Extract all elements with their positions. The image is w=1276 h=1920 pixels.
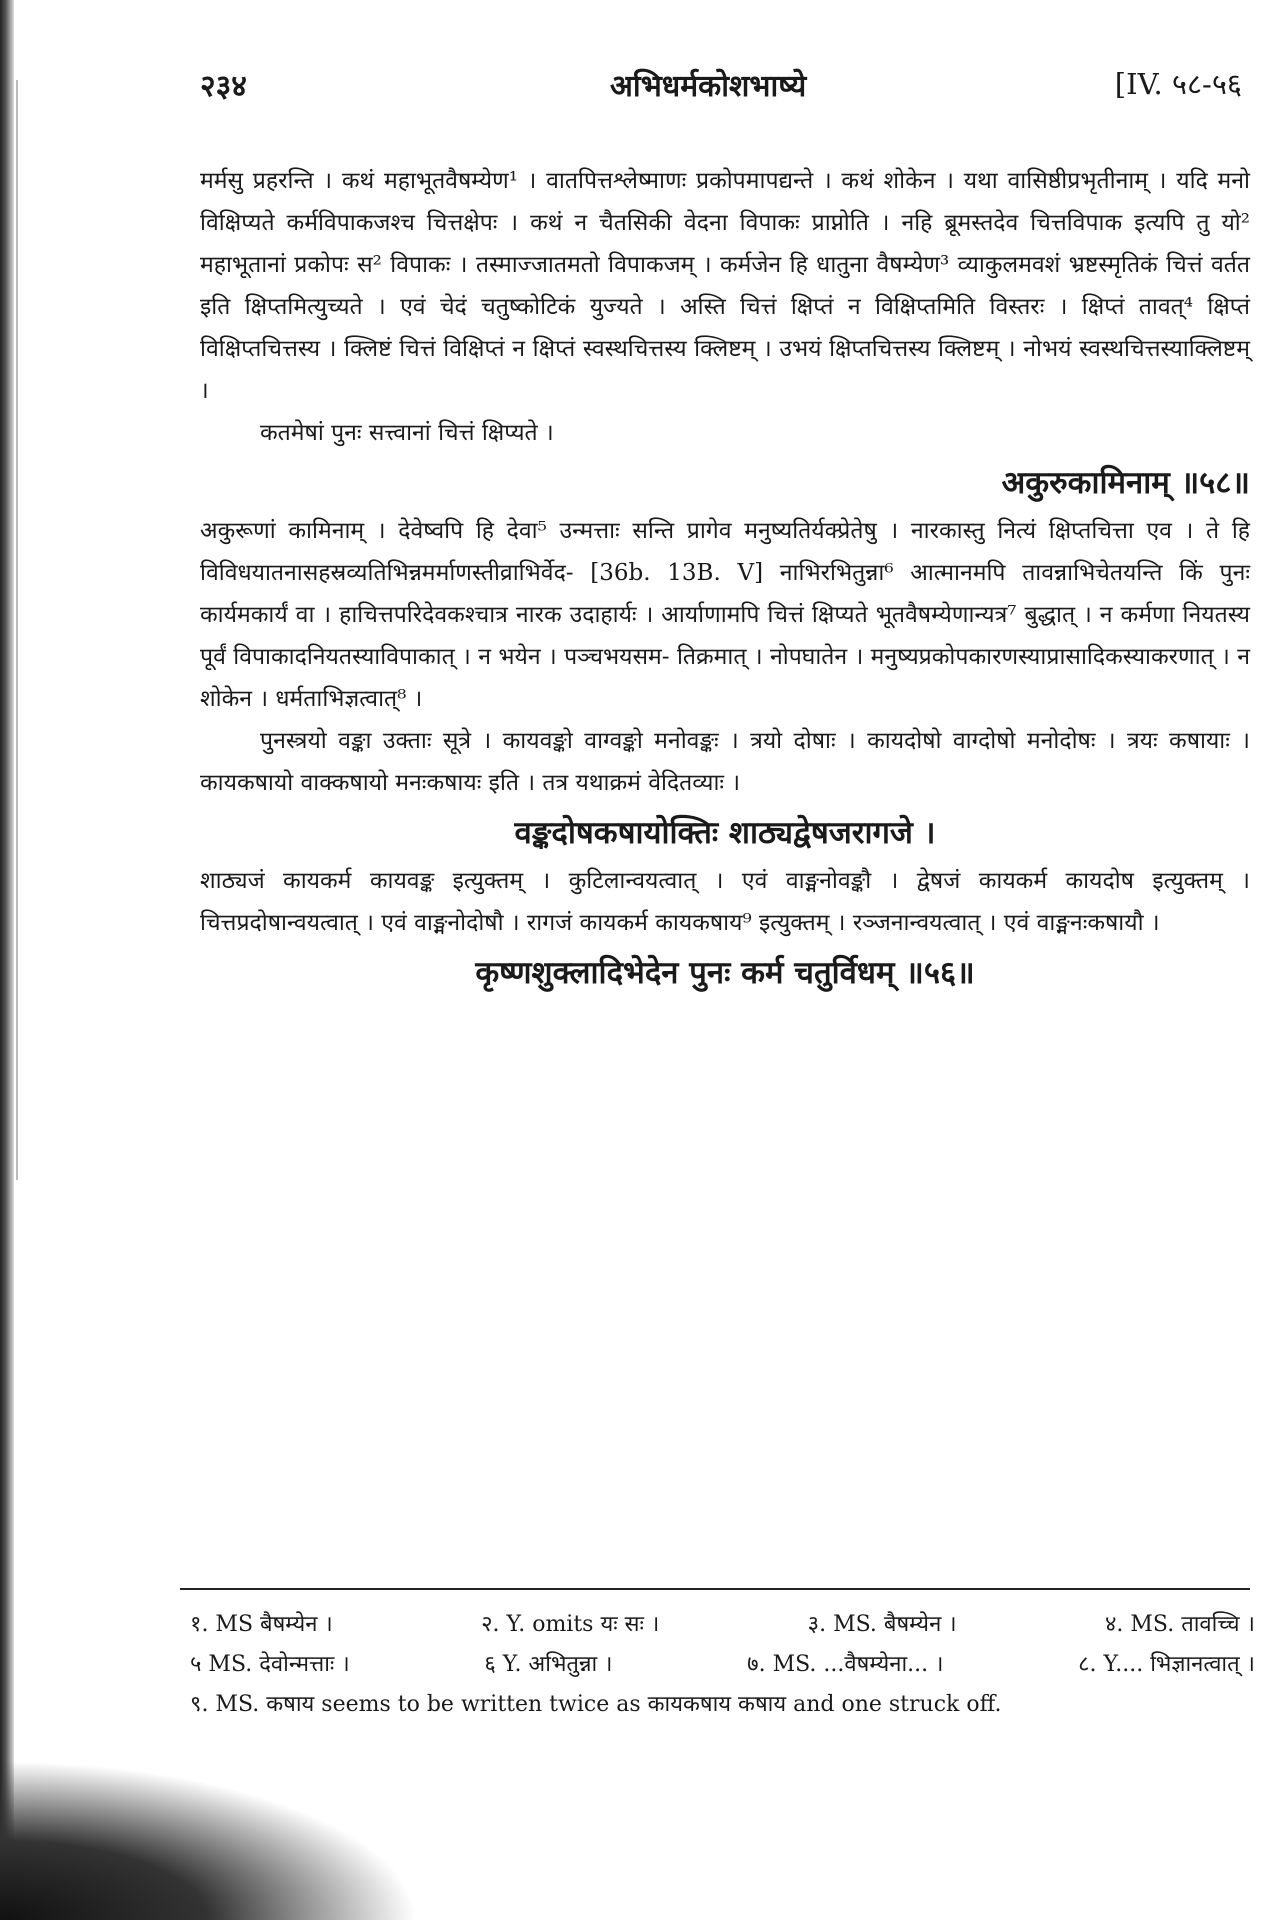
running-header: [200, 64, 1260, 112]
prose-paragraph: मर्मसु प्रहरन्ति । कथं महाभूतवैषम्येण¹ । वातपित्तश्लेष्माणः प्रकोपमापद्यन्ते । कथं शोकेन । यथा वासिष्ठीप्रभृतीनाम् । यदि मनो विक्षिप्यते कर्मविपाकजश्च चित्तक्षेपः । कथं न चैतसिकी वेदना विपाकः प्राप्नोति । नहि ब्रूमस्तदेव चित्तविपाक इत्यपि तु यो² महाभूतानां प्रकोपः स² विपाकः । तस्माज्जातमतो विपाकजम् । कर्मजेन हि धातुना वैषम्येण³ व्याकुलमवशं भ्रष्टस्मृतिकं चित्तं वर्तत इति क्षिप्तमित्युच्यते । एवं चेदं चतुष्कोटिकं युज्यते । अस्ति चित्तं क्षिप्तं न विक्षिप्तमिति विस्तरः । क्षिप्तं तावत्⁴ क्षिप्तं विक्षिप्तचित्तस्य । क्लिष्टं चित्तं विक्षिप्तं न क्षिप्तं स्वस्थचित्तस्य क्लिष्टम् । उभयं क्षिप्तचित्तस्य क्लिष्टम् । नोभयं स्वस्थचित्तस्याक्लिष्टम् ।: [200, 168, 1250, 404]
scan-binding-edge: [0, 0, 14, 1913]
footnote: १. MS बैषम्येन ।: [190, 1612, 333, 1637]
footnote: ४. MS. तावच्चि ।: [1104, 1612, 1255, 1637]
prose-paragraph: पुनस्त्रयो वङ्का उक्ताः सूत्रे । कायवङ्को वाग्वङ्को मनोवङ्कः । त्रयो दोषाः । कायदोषो वाग्दोषो मनोदोषः । त्रयः कषायाः । कायकषायो वाक्कषायो मनःकषायः इति । तत्र यथाक्रमं वेदितव्याः ।: [200, 728, 1250, 796]
footnote: ८. Y.... भिज्ञानत्वात् ।: [1078, 1652, 1255, 1677]
verse-line: वङ्कदोषकषायोक्तिः शाठ्यद्वेषजरागजे ।: [514, 815, 936, 851]
prose-paragraph: कतमेषां पुनः सत्त्वानां चित्तं क्षिप्यते ।: [260, 420, 554, 446]
footnote-row: [190, 1645, 1255, 1685]
footnote-rule: [180, 1588, 1250, 1590]
footnote: ६ Y. अभितुन्ना ।: [484, 1652, 613, 1677]
verse-line: अकुरुकामिनाम् ॥५८॥: [1001, 465, 1250, 501]
footnote-row: [190, 1685, 1255, 1725]
main-text: [200, 160, 1250, 1000]
footnote: ९. MS. कषाय seems to be written twice as कायकषाय कषाय and one struck off.: [190, 1692, 1002, 1717]
footnote-row: [190, 1605, 1255, 1645]
footnote: ३. MS. बैषम्येन ।: [807, 1612, 957, 1637]
section-reference: [IV. ५८-५६: [1114, 67, 1242, 101]
page-number: २३४: [200, 69, 247, 104]
footnote: २. Y. omits यः सः ।: [481, 1612, 660, 1637]
running-title: अभिधर्मकोशभाष्ये: [610, 69, 807, 104]
scan-binding-line: [16, 80, 18, 1180]
scan-corner-shadow: [0, 1760, 420, 1920]
prose-paragraph: अकुरूणां कामिनाम् । देवेष्वपि हि देवा⁵ उन्मत्ताः सन्ति प्रागेव मनुष्यतिर्यक्प्रेतेषु । नारकास्तु नित्यं क्षिप्तचित्ता एव । ते हि विविधयातनासहस्रव्यतिभिन्नमर्माणस्तीव्राभिर्वेद- [36b. 13B. V] नाभिरभितुन्ना⁶ आत्मानमपि तावन्नाभिचेतयन्ति किं पुनः कार्यमकार्यं वा । हाचित्तपरिदेवकश्चात्र नारक उदाहार्यः । आर्याणामपि चित्तं क्षिप्यते भूतवैषम्येणान्यत्र⁷ बुद्धात् । न कर्मणा नियतस्य पूर्वं विपाकादनियतस्याविपाकात् । न भयेन । पञ्चभयसम- तिक्रमात् । नोपघातेन । मनुष्यप्रकोपकारणस्याप्रासादिकस्याकरणात् । न शोकेन । धर्मताभिज्ञत्वात्⁸ ।: [200, 518, 1250, 712]
footnotes: [190, 1605, 1255, 1725]
prose-paragraph: शाठ्यजं कायकर्म कायवङ्क इत्युक्तम् । कुटिलान्वयत्वात् । एवं वाङ्मनोवङ्कौ । द्वेषजं कायकर्म कायदोष इत्युक्तम् । चित्तप्रदोषान्वयत्वात् । एवं वाङ्मनोदोषौ । रागजं कायकर्म कायकषाय⁹ इत्युक्तम् । रञ्जनान्वयत्वात् । एवं वाङ्मनःकषायौ ।: [200, 868, 1250, 936]
verse-line: कृष्णशुक्लादिभेदेन पुनः कर्म चतुर्विधम् ॥५६॥: [475, 955, 975, 991]
footnote: ५ MS. देवोन्मत्ताः ।: [190, 1652, 350, 1677]
footnote: ७. MS. ...वैषम्येना... ।: [747, 1652, 944, 1677]
